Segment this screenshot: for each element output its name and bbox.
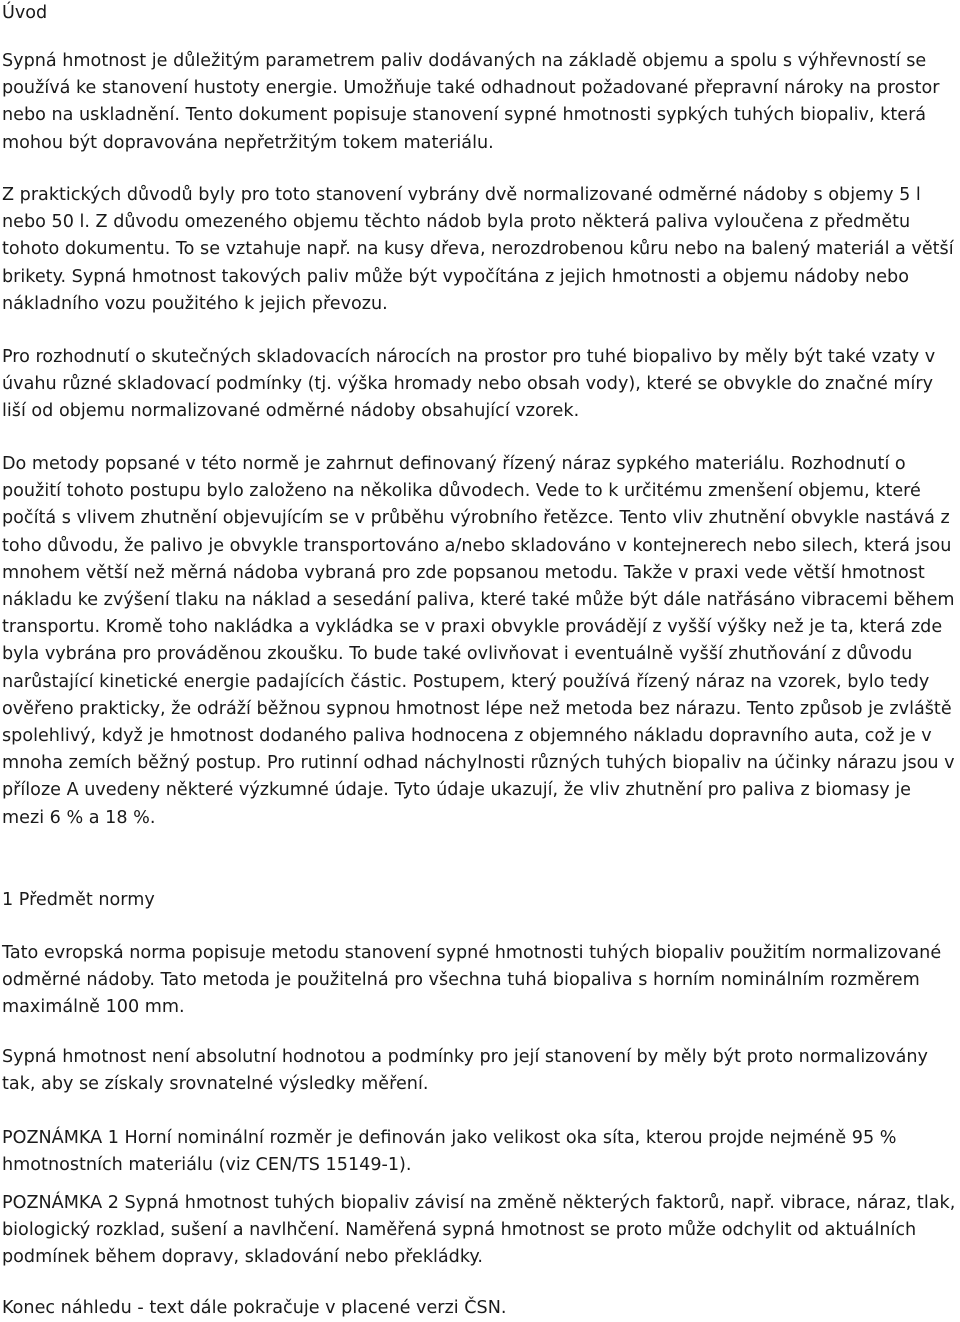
scope-paragraph: Sypná hmotnost není absolutní hodnotou a podmínky pro její stanovení by měly být proto normalizovány tak, aby se získaly srovnatelné výsledky měření.	[2, 1047, 928, 1095]
preview-end-notice: Konec náhledu - text dále pokračuje v placené verzi ČSN.	[2, 1298, 507, 1318]
intro-heading: Úvod	[2, 3, 48, 23]
note-paragraph: POZNÁMKA 1 Horní nominální rozměr je definován jako velikost oka síta, kterou projde nejméně 95 % hmotnostních materiálu (viz CEN/TS 15149-1).	[2, 1128, 897, 1176]
note-paragraph: POZNÁMKA 2 Sypná hmotnost tuhých biopaliv závisí na změně některých faktorů, např. vibrace, náraz, tlak, biologický rozklad, sušení a navlhčení. Naměřená sypná hmotnost se proto může odchylit od aktuálních podmínek během dopravy, skladování nebo překládky.	[2, 1193, 956, 1268]
intro-paragraph: Z praktických důvodů byly pro toto stanovení vybrány dvě normalizované odměrné nádoby s objemy 5 l nebo 50 l. Z důvodu omezeného objemu těchto nádob byla proto některá paliva vyloučena z předmětu tohoto dokumentu. To se vztahuje např. na kusy dřeva, nerozdrobenou kůru nebo na balený materiál a větší brikety. Sypná hmotnost takových paliv může být vypočítána z jejich hmotnosti a objemu nádoby nebo nákladního vozu použitého k jejich převozu.	[2, 185, 954, 314]
scope-heading: 1 Předmět normy	[2, 890, 155, 910]
scope-paragraph: Tato evropská norma popisuje metodu stanovení sypné hmotnosti tuhých biopaliv použitím normalizované odměrné nádoby. Tato metoda je použitelná pro všechna tuhá biopaliva s horním nominálním rozměrem maximálně 100 mm.	[2, 943, 942, 1018]
intro-paragraph: Pro rozhodnutí o skutečných skladovacích nárocích na prostor pro tuhé biopalivo by měly být také vzaty v úvahu různé skladovací podmínky (tj. výška hromady nebo obsah vody), které se obvykle do značné míry liší od objemu normalizované odměrné nádoby obsahující vzorek.	[2, 347, 936, 422]
intro-paragraph: Sypná hmotnost je důležitým parametrem paliv dodávaných na základě objemu a spolu s výhřevností se používá ke stanovení hustoty energie. Umožňuje také odhadnout požadované přepravní nároky na prostor nebo na uskladnění. Tento dokument popisuje stanovení sypné hmotnosti sypkých tuhých biopaliv, která mohou být dopravována nepřetržitým tokem materiálu.	[2, 51, 940, 153]
intro-paragraph: Do metody popsané v této normě je zahrnut definovaný řízený náraz sypkého materiálu. Rozhodnutí o použití tohoto postupu bylo založeno na několika důvodech. Vede to k určitému zmenšení objemu, které počítá s vlivem zhutnění objevujícím se v průběhu výrobního řetězce. Tento vliv zhutnění obvykle nastává z toho důvodu, že palivo je obvykle transportováno a/nebo skladováno v kontejnerech nebo silech, která jsou mnohem větší než měrná nádoba vybraná pro zde popsanou metodu. Takže v praxi vede větší hmotnost nákladu ke zvýšení tlaku na náklad a sesedání paliva, které také může být dále natřásáno vibracemi během transportu. Kromě toho nakládka a vykládka se v praxi obvykle provádějí z vyšší výšky než je ta, která zde byla vybrána pro prováděnou zkoušku. To bude také ovlivňovat i eventuálně vyšší zhutňování z důvodu narůstající kinetické energie padajících částic. Postupem, který používá řízený náraz na vzorek, bylo tedy ověřeno prakticky, že odráží běžnou sypnou hmotnost lépe než metoda bez nárazu. Tento způsob je zvláště spolehlivý, když je hmotnost dodaného paliva hodnocena z objemného nákladu dopravního auta, což je v mnoha zemích běžný postup. Pro rutinní odhad náchylnosti různých tuhých biopaliv na účinky nárazu jsou v příloze A uvedeny některé výzkumné údaje. Tyto údaje ukazují, že vliv zhutnění pro paliva z biomasy je mezi 6 % a 18 %.	[2, 454, 955, 828]
